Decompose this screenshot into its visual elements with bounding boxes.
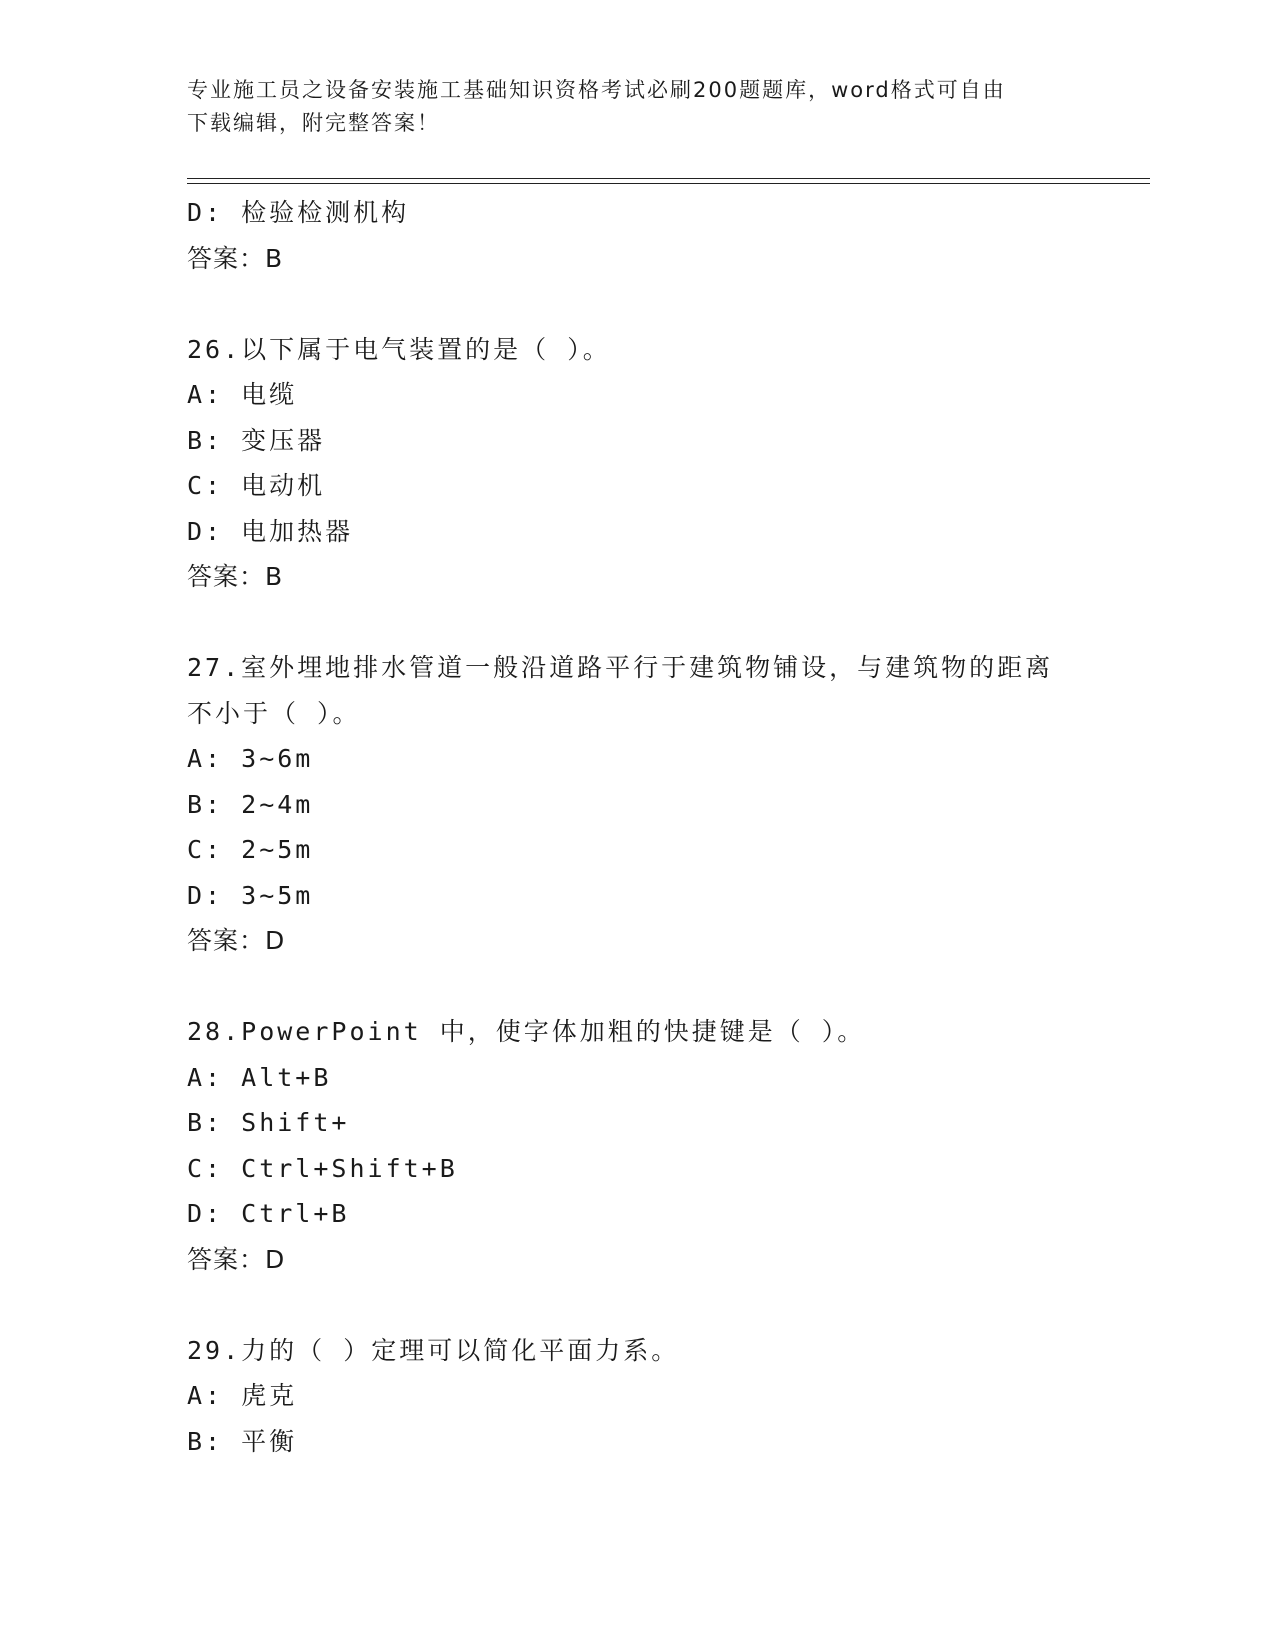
question-stem-continued: 不小于（ ）。	[187, 698, 361, 728]
document-header	[187, 74, 1067, 140]
option-d: D: 检验检测机构	[187, 198, 410, 227]
answer: 答案：D	[187, 926, 286, 955]
option-b: B: Shift+	[187, 1108, 350, 1137]
option-a: A: 虎克	[187, 1381, 298, 1410]
spacer	[187, 964, 1087, 1010]
option-b: B: 变压器	[187, 425, 326, 455]
header-divider-bottom	[187, 183, 1150, 184]
question-stem: 28.PowerPoint 中，使字体加粗的快捷键是（ ）。	[187, 1017, 866, 1046]
answer: 答案：B	[187, 243, 284, 273]
option-a: A: 电缆	[187, 380, 298, 409]
option-b: B: 平衡	[187, 1426, 298, 1456]
answer: 答案：B	[187, 562, 284, 591]
question-stem: 27.室外埋地排水管道一般沿道路平行于建筑物铺设，与建筑物的距离	[187, 653, 1054, 682]
question-list	[187, 190, 1087, 1464]
option-c: C: Ctrl+Shift+B	[187, 1153, 458, 1183]
option-a: A: 3~6m	[187, 744, 314, 773]
spacer	[187, 1282, 1087, 1328]
option-c: C: 电动机	[187, 471, 326, 500]
option-d: D: 电加热器	[187, 516, 354, 546]
option-d: D: Ctrl+B	[187, 1199, 350, 1228]
header-line-1: 专业施工员之设备安装施工基础知识资格考试必刷200题题库，word格式可自由	[187, 78, 1006, 102]
answer: 答案：D	[187, 1244, 286, 1274]
option-c: C: 2~5m	[187, 835, 314, 864]
option-d: D: 3~5m	[187, 880, 314, 910]
header-divider-top	[187, 178, 1150, 179]
header-line-2: 下载编辑，附完整答案！	[187, 111, 440, 135]
spacer	[187, 281, 1087, 327]
question-stem: 26.以下属于电气装置的是（ ）。	[187, 334, 611, 364]
question-28	[187, 1009, 1087, 1282]
question-stem: 29.力的（ ）定理可以简化平面力系。	[187, 1335, 680, 1365]
question-29	[187, 1328, 1087, 1465]
question-26	[187, 327, 1087, 600]
option-a: A: Alt+B	[187, 1062, 332, 1092]
question-27	[187, 645, 1087, 964]
spacer	[187, 600, 1087, 646]
option-b: B: 2~4m	[187, 789, 314, 819]
